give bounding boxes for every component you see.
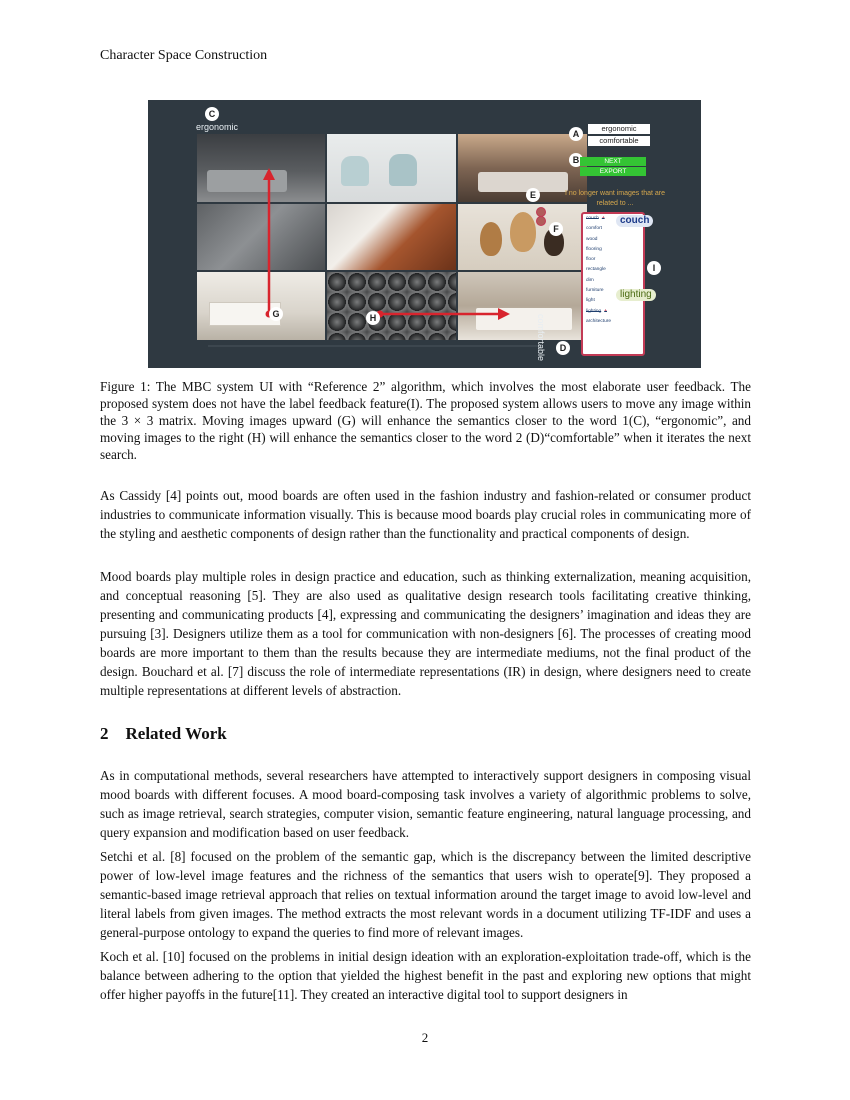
paragraph: Setchi et al. [8] focused on the problem of the semantic gap, which is the discrepancy between the limited descriptive power of low-level image features and the richness of the semantics that users wish to operate[9]. They proposed a semantic-based image retrieval approach that relies on textual information around the target image to avoid low-level and literal labels from given images. The method extracts the most relevant words in a document utilizing TF-IDF and uses a general-purpose ontology to expand the queries to find more of relevant images. xyxy=(100,849,751,940)
page-number: 2 xyxy=(421,1030,429,1045)
feedback-label-item[interactable] xyxy=(583,235,643,245)
feedback-label-text: lighting xyxy=(586,308,602,314)
feedback-hint: I no longer want images that are related to ... xyxy=(564,190,665,207)
feedback-label-text: rectangle xyxy=(586,267,606,273)
feedback-label-item[interactable] xyxy=(583,307,643,317)
mbc-ui-figure xyxy=(148,100,701,368)
arrow-up-head xyxy=(263,168,275,180)
badge-e: E xyxy=(526,188,540,202)
badge-b: B xyxy=(569,153,583,167)
paragraph: As in computational methods, several researchers have attempted to interactively support designers in composing visual mood boards with different focuses. A mood board-composing task involves a variety of algorithmic problems to solve, such as image retrieval, search strategies, computer vision, semantic feature engineering, natural language processing, and query expansion and modification based on user feedback. xyxy=(100,768,751,840)
feedback-label-text: floor xyxy=(586,257,596,263)
feedback-add-icon[interactable]: + xyxy=(601,216,605,221)
arrow-right-head xyxy=(498,308,510,320)
feedback-label-item[interactable] xyxy=(583,265,643,275)
export-button[interactable]: EXPORT xyxy=(580,167,646,176)
selected-label-lighting: lighting xyxy=(616,289,656,301)
badge-a: A xyxy=(569,127,583,141)
paragraph: As Cassidy [4] points out, mood boards are often used in the fashion industry and fashion-related or consumer product industries to communicate information visually. This is because mood boards play crucial roles in communicating more of the styling and aesthetic components of design rather than the functionality and practical components of design. xyxy=(100,488,751,541)
feedback-label-text: comfort xyxy=(586,226,602,232)
feedback-add-icon[interactable]: + xyxy=(604,308,608,314)
feedback-label-text: wood xyxy=(586,236,598,242)
feedback-label-text: flooring xyxy=(586,246,602,252)
badge-d: D xyxy=(556,341,570,355)
word1-axis-label: ergonomic xyxy=(196,122,239,132)
feedback-label-text: dim xyxy=(586,277,594,283)
feedback-label-item[interactable] xyxy=(583,245,643,255)
feedback-label-item[interactable] xyxy=(583,276,643,286)
selected-label-couch: couch xyxy=(616,215,653,227)
feedback-label-item[interactable] xyxy=(583,317,643,327)
badge-c: C xyxy=(205,107,219,121)
word2-input[interactable]: comfortable xyxy=(588,136,650,146)
badge-g: G xyxy=(269,307,283,321)
feedback-label-text: architecture xyxy=(586,318,612,324)
word2-axis-label: comfortable xyxy=(536,314,546,362)
figure-caption: Figure 1: The MBC system UI with “Reference 2” algorithm, which involves the most elaborate user feedback. The proposed system does not have the label feedback feature(I). The proposed system allows users to move any image within the 3 × 3 matrix. Moving images upward (G) will enhance the semantics closer to the word 1(C), “ergonomic”, and moving images to the right (H) will enhance the semantics closer to the word 2 (D)“comfortable” when it iterates the next search. xyxy=(100,379,751,462)
feedback-label-item[interactable] xyxy=(583,255,643,265)
paragraph: Mood boards play multiple roles in design practice and education, such as thinking externalization, meaning acquisition, and conceptual reasoning [5]. They are also used as qualitative design research tools facilitating creative thinking, presenting and communicating products [4], expressing and communicating the designers’ imagination and ideas they are pursuing [3]. Designers utilize them as a tool for communication with non-designers [6]. The processes of creating mood boards are more important to them than the results because they are intermediate mediums, not the final product of the design. Bouchard et al. [7] discuss the role of intermediate representations (IR) in design, where designers need to create multiple representations at different levels of abstraction. xyxy=(100,569,751,698)
label-feedback-panel xyxy=(581,212,645,356)
word1-input[interactable]: ergonomic xyxy=(588,124,650,134)
badge-i: I xyxy=(647,261,661,275)
running-head: Character Space Construction xyxy=(100,48,268,63)
feedback-label-text: furniture xyxy=(586,288,604,294)
section-heading: 2 Related Work xyxy=(100,724,227,743)
remove-image-toggle[interactable] xyxy=(536,216,546,226)
badge-h: H xyxy=(366,311,380,325)
paragraph: Koch et al. [10] focused on the problems in initial design ideation with an exploration-exploitation trade-off, which is the balance between adhering to the option that yielded the highest benefit in the past and exploring new options that might offer higher payoffs in the future[11]. They created an interactive digital tool to support designers in xyxy=(100,949,751,1002)
feedback-label-text: light xyxy=(586,298,595,304)
feedback-label-text: couch xyxy=(586,216,599,221)
badge-f: F xyxy=(549,222,563,236)
next-button[interactable]: NEXT xyxy=(580,157,646,166)
